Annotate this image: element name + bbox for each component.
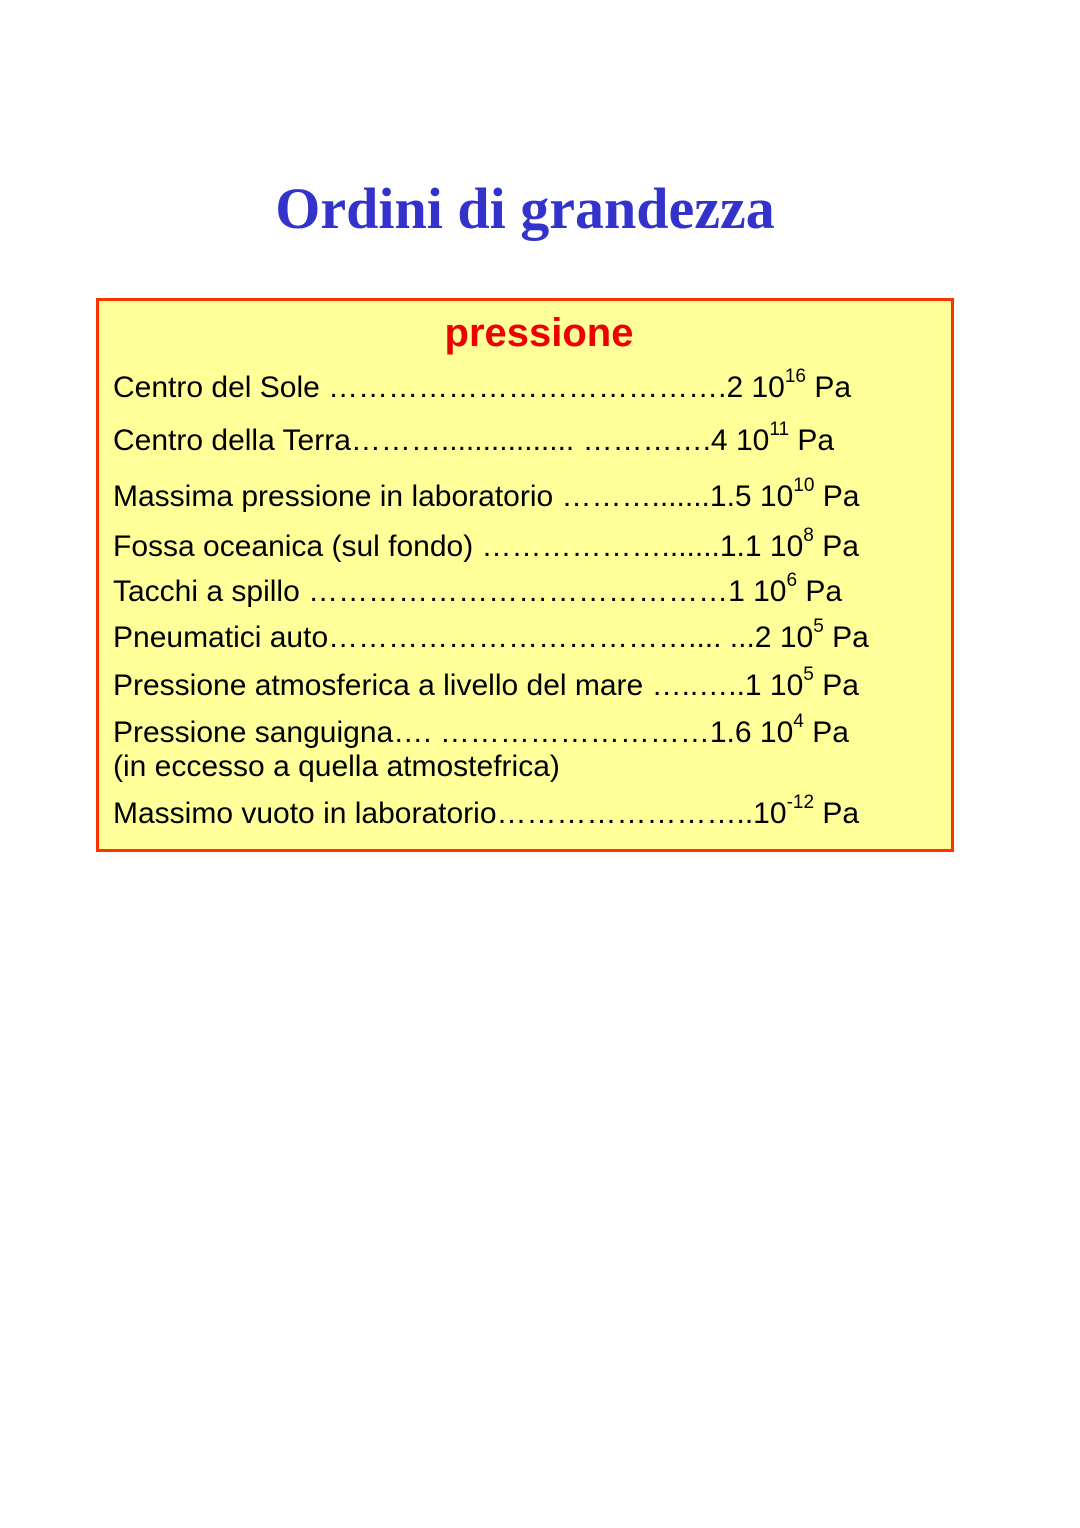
row-label: Massima pressione in laboratorio ……….......1.5 $10^{10}$ Pa: [113, 475, 860, 513]
row-label: (in eccesso a quella atmostefrica): [113, 750, 560, 783]
row-centro-del-sole: [113, 366, 852, 406]
exponent: 16: [784, 366, 806, 387]
row-label: Centro del Sole ………………………………….2 $10^{16}$ Pa: [113, 366, 852, 404]
row-fossa-oceanica: [113, 525, 859, 565]
row-pneumatici-auto: [113, 616, 869, 656]
box-heading: pressione: [444, 311, 634, 355]
row-label: Pressione sanguigna…. ………………………1.6 $10^4$ Pa: [113, 711, 849, 749]
exponent: 10: [793, 475, 815, 496]
row-pressione-sanguigna-note: [113, 750, 560, 785]
row-label: Tacchi a spillo ……………………………………1 $10^6$ Pa: [113, 570, 843, 608]
row-massimo-vuoto: [113, 792, 860, 832]
pressure-table-box: [96, 298, 954, 852]
row-label: Fossa oceanica (sul fondo) ……………….......1.1 $10^8$ Pa: [113, 525, 859, 563]
row-pressione-atmosferica: [113, 664, 859, 704]
row-label: Pneumatici auto……………………………….... ...2 $10^5$ Pa: [113, 616, 869, 654]
row-pressione-sanguigna: [113, 711, 849, 751]
exponent: 11: [769, 419, 790, 440]
row-label: Centro della Terra………................ ………….4 $10^{11}$ Pa: [113, 419, 835, 457]
page-title: Ordini di grandezza: [275, 176, 775, 241]
exponent: 6: [786, 570, 798, 591]
exponent: 8: [803, 525, 814, 546]
row-label: Massimo vuoto in $laboratorio\dots\dots\dots\dots\dots\dots\dots\dots..10^{-12}$ Pa: [113, 792, 860, 830]
exponent: 5: [813, 616, 824, 637]
row-label: Pressione atmosferica a livello del mare …..…..1 $10^5$ Pa: [113, 664, 859, 702]
row-centro-della-terra: [113, 419, 835, 459]
exponent: -12: [786, 792, 815, 813]
row-tacchi-a-spillo: [113, 570, 843, 610]
exponent: 4: [793, 711, 804, 732]
exponent: 5: [803, 664, 814, 685]
row-massima-pressione-laboratorio: [113, 475, 860, 515]
